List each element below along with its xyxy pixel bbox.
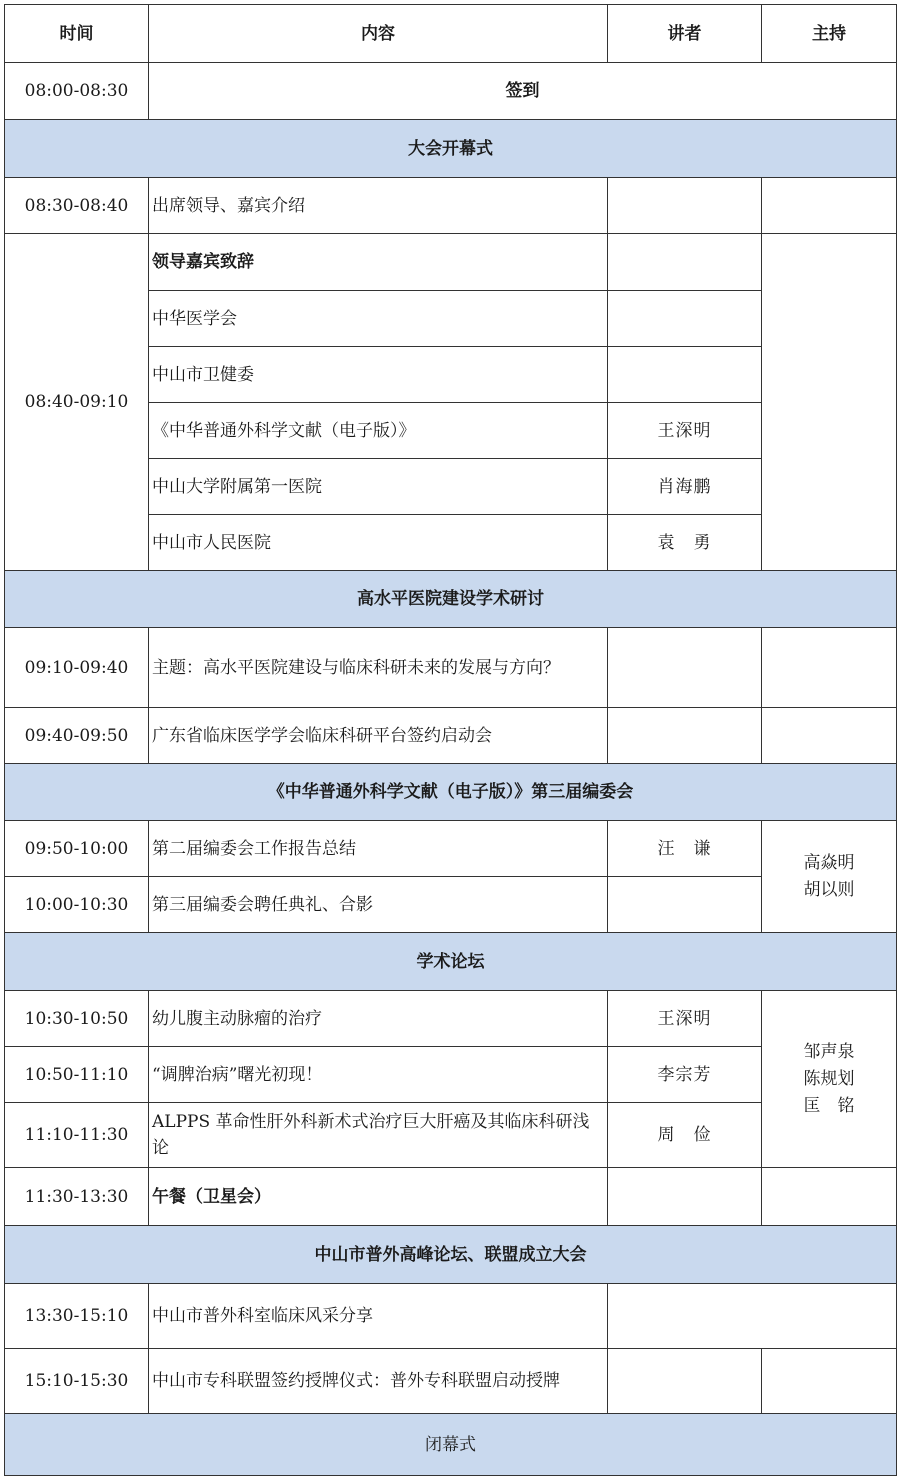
intro-host [762,178,897,234]
alliance-time: 15:10-15:30 [5,1349,149,1414]
theme-speaker [608,628,762,708]
section-summit-title: 中山市普外高峰论坛、联盟成立大会 [5,1226,897,1284]
alliance-speaker [608,1349,762,1414]
share-time: 13:30-15:10 [5,1284,149,1349]
table-row [5,628,897,708]
talk3-content: ALPPS 革命性肝外科新术式治疗巨大肝癌及其临床科研浅论 [149,1103,608,1168]
host-name: 邹声泉 [803,1041,855,1062]
checkin-row [5,63,897,120]
ceremony-content: 第三届编委会聘任典礼、合影 [149,877,608,933]
speech-item-content: 中华医学会 [149,291,608,347]
table-row [5,821,897,877]
talk1-time: 10:30-10:50 [5,991,149,1047]
section-opening [5,120,897,178]
header-row [5,5,897,63]
section-hospital-title: 高水平医院建设学术研讨 [5,571,897,628]
share-content: 中山市普外科室临床风采分享 [149,1284,608,1349]
forum-hosts [762,991,897,1168]
host-name: 匡 铭 [803,1095,855,1116]
speech-host [762,234,897,571]
alliance-content: 中山市专科联盟签约授牌仪式：普外专科联盟启动授牌 [149,1349,608,1414]
lunch-host [762,1168,897,1226]
speech-time: 08:40-09:10 [5,234,149,571]
table-row [5,178,897,234]
host-name: 陈规划 [803,1068,855,1089]
checkin-time: 08:00-08:30 [5,63,149,120]
report-content: 第二届编委会工作报告总结 [149,821,608,877]
header-speaker: 讲者 [608,5,762,63]
section-closing [5,1414,897,1476]
header-host: 主持 [762,5,897,63]
report-time: 09:50-10:00 [5,821,149,877]
speech-item-speaker [608,291,762,347]
lunch-time: 11:30-13:30 [5,1168,149,1226]
table-row [5,1349,897,1414]
intro-content: 出席领导、嘉宾介绍 [149,178,608,234]
talk3-time: 11:10-11:30 [5,1103,149,1168]
ceremony-speaker [608,877,762,933]
section-editorial-title: 《中华普通外科学文献（电子版）》第三届编委会 [5,764,897,821]
talk1-speaker: 王深明 [608,991,762,1047]
checkin-label: 签到 [149,63,897,120]
speech-item-content: 中山市卫健委 [149,347,608,403]
table-row [5,991,897,1047]
section-forum [5,933,897,991]
speech-item-speaker [608,347,762,403]
signing-content: 广东省临床医学学会临床科研平台签约启动会 [149,708,608,764]
speech-item-content: 《中华普通外科学文献（电子版）》 [149,403,608,459]
section-summit [5,1226,897,1284]
signing-host [762,708,897,764]
share-speaker [608,1284,897,1349]
editorial-hosts [762,821,897,933]
talk2-content: “调脾治病”曙光初现！ [149,1047,608,1103]
speech-item-content: 中山大学附属第一医院 [149,459,608,515]
header-time: 时间 [5,5,149,63]
table-row [5,1168,897,1226]
signing-time: 09:40-09:50 [5,708,149,764]
speech-item-speaker: 肖海鹏 [608,459,762,515]
intro-time: 08:30-08:40 [5,178,149,234]
header-content: 内容 [149,5,608,63]
section-closing-title: 闭幕式 [5,1414,897,1476]
section-hospital [5,571,897,628]
lunch-content: 午餐（卫星会） [149,1168,608,1226]
talk2-speaker: 李宗芳 [608,1047,762,1103]
lunch-speaker [608,1168,762,1226]
section-opening-title: 大会开幕式 [5,120,897,178]
talk1-content: 幼儿腹主动脉瘤的治疗 [149,991,608,1047]
table-row [5,708,897,764]
section-forum-title: 学术论坛 [5,933,897,991]
section-editorial [5,764,897,821]
agenda-sheet [4,4,897,1476]
talk3-speaker: 周 俭 [608,1103,762,1168]
intro-speaker [608,178,762,234]
host-name: 高焱明 [803,852,855,873]
report-speaker: 汪 谦 [608,821,762,877]
speech-title: 领导嘉宾致辞 [149,234,608,291]
ceremony-time: 10:00-10:30 [5,877,149,933]
alliance-host [762,1349,897,1414]
table-row [5,234,897,291]
speech-item-speaker: 王深明 [608,403,762,459]
theme-time: 09:10-09:40 [5,628,149,708]
speech-item-speaker: 袁 勇 [608,515,762,571]
talk2-time: 10:50-11:10 [5,1047,149,1103]
speech-title-speaker [608,234,762,291]
host-name: 胡以则 [803,879,855,900]
speech-item-content: 中山市人民医院 [149,515,608,571]
table-row [5,1284,897,1349]
theme-content: 主题：高水平医院建设与临床科研未来的发展与方向？ [149,628,608,708]
signing-speaker [608,708,762,764]
theme-host [762,628,897,708]
agenda-table [4,4,897,1476]
